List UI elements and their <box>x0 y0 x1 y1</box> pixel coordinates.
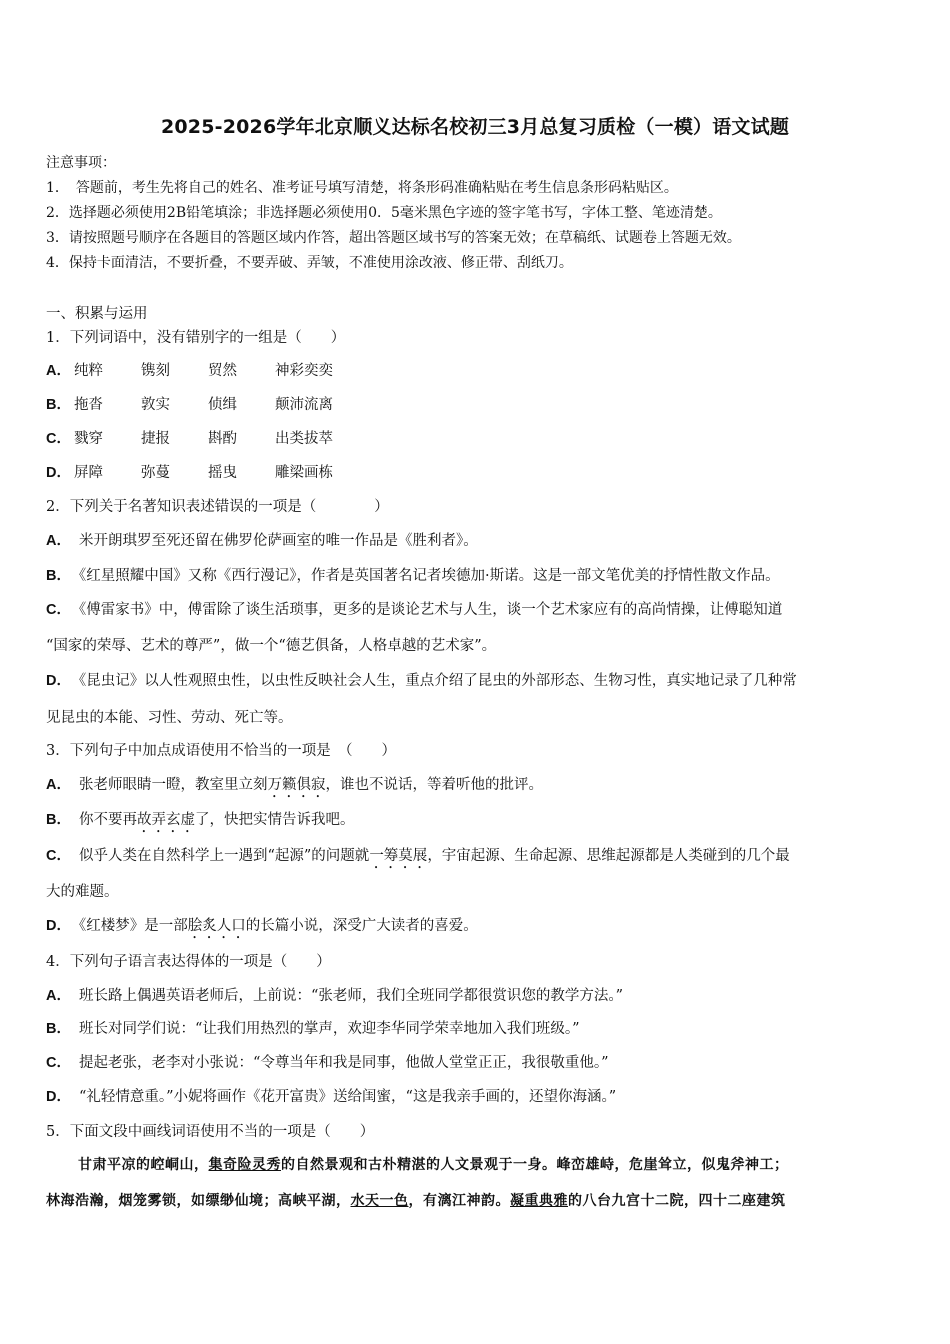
q3-option-c[interactable] <box>46 844 790 872</box>
option-label: A． <box>46 533 71 549</box>
text: 似乎人类在自然科学上一遇到“起源”的问题就 <box>78 848 370 864</box>
q1-option-d[interactable] <box>46 461 333 482</box>
q2-option-b[interactable] <box>46 564 780 585</box>
q3-option-c-cont: 大的难题。 <box>46 884 119 900</box>
option-label: C． <box>46 602 71 618</box>
dotted-idiom: 一筹莫展 <box>369 848 428 864</box>
word: 戮穿 <box>74 431 103 447</box>
q1-option-a[interactable] <box>46 359 333 380</box>
notice-item-4: 4．保持卡面清洁，不要折叠，不要弄破、弄皱，不准使用涂改液、修正带、刮纸刀。 <box>46 255 573 271</box>
option-label: B． <box>46 568 71 584</box>
question-4-stem: 4．下列句子语言表达得体的一项是（ ） <box>46 954 331 970</box>
text: ，宇宙起源、生命起源、思维起源都是人类碰到的几个最 <box>427 848 790 864</box>
option-text: 班长路上偶遇英语老师后，上前说：“张老师，我们全班同学都很赏识您的教学方法。” <box>78 988 624 1004</box>
q1-option-c[interactable] <box>46 427 333 448</box>
q1-option-b[interactable] <box>46 393 333 414</box>
option-label: A． <box>46 363 71 379</box>
dotted-idiom: 故弄玄虚 <box>136 812 195 828</box>
option-label: D． <box>46 918 71 934</box>
q4-option-c[interactable] <box>46 1051 609 1072</box>
word: 镌刻 <box>141 363 170 379</box>
text: 的自然景观和古朴精湛的人文景观于一身。峰峦雄峙，危崖耸立，似鬼斧神工； <box>281 1157 789 1173</box>
option-text: 《红星照耀中国》又称《西行漫记》，作者是英国著名记者埃德加·斯诺。这是一部文笔优美的抒情性散文作品。 <box>78 568 780 584</box>
option-label: C． <box>46 848 71 864</box>
word: 出类拔萃 <box>275 431 333 447</box>
option-label: C． <box>46 431 71 447</box>
q3-option-a[interactable] <box>46 773 543 801</box>
option-text: 班长对同学们说：“让我们用热烈的掌声，欢迎李华同学荣幸地加入我们班级。” <box>78 1021 580 1037</box>
q4-option-b[interactable] <box>46 1017 580 1038</box>
text: ，有漓江神韵。 <box>408 1193 510 1209</box>
notice-item-1: 1． 答题前，考生先将自己的姓名、准考证号填写清楚，将条形码准确粘贴在考生信息条形码粘贴区。 <box>46 180 678 196</box>
q5-passage-line-2 <box>46 1190 786 1210</box>
word: 侦缉 <box>208 397 237 413</box>
text: 的长篇小说，深受广大读者的喜爱。 <box>245 918 478 934</box>
option-label: B． <box>46 1021 71 1037</box>
question-1-stem: 1．下列词语中，没有错别字的一组是（ ） <box>46 330 346 346</box>
text: 林海浩瀚，烟笼雾锁，如缥缈仙境；高峡平湖， <box>46 1193 351 1209</box>
word: 斟酌 <box>208 431 237 447</box>
q2-option-a[interactable] <box>46 529 478 550</box>
option-label: D． <box>46 673 71 689</box>
question-5-stem: 5．下面文段中画线词语使用不当的一项是（ ） <box>46 1124 375 1140</box>
option-label: D． <box>46 465 71 481</box>
option-text: 《昆虫记》以人性观照虫性，以虫性反映社会人生，重点介绍了昆虫的外部形态、生物习性，真实地记录了几种常 <box>78 673 797 689</box>
question-2-stem: 2．下列关于名著知识表述错误的一项是（ ） <box>46 499 389 515</box>
q2-option-d-cont: 见昆虫的本能、习性、劳动、死亡等。 <box>46 710 293 726</box>
word: 屏障 <box>74 465 103 481</box>
text: 了，快把实情告诉我吧。 <box>194 812 355 828</box>
option-label: A． <box>46 777 71 793</box>
option-label: B． <box>46 397 71 413</box>
q2-option-d[interactable] <box>46 669 797 690</box>
q2-option-c-cont: “国家的荣辱、艺术的尊严”，做一个“德艺俱备，人格卓越的艺术家”。 <box>46 638 497 654</box>
text: 甘肃平凉的崆峒山， <box>78 1157 209 1173</box>
dotted-idiom: 万籁俱寂 <box>267 777 326 793</box>
text: 《红楼梦》是一部 <box>78 918 188 934</box>
word: 颠沛流离 <box>275 397 333 413</box>
option-label: C． <box>46 1055 71 1071</box>
word: 敦实 <box>141 397 170 413</box>
word: 神彩奕奕 <box>275 363 333 379</box>
text: 张老师眼睛一瞪，教室里立刻 <box>78 777 268 793</box>
text: 的八台九宫十二院，四十二座建筑 <box>568 1193 786 1209</box>
q5-passage-line-1 <box>78 1154 789 1174</box>
q2-option-c[interactable] <box>46 598 782 619</box>
question-3-stem: 3．下列句子中加点成语使用不恰当的一项是 （ ） <box>46 743 396 759</box>
word: 拖沓 <box>74 397 103 413</box>
underlined-phrase: 水天一色 <box>350 1193 409 1209</box>
underlined-phrase: 凝重典雅 <box>510 1193 568 1209</box>
word: 捷报 <box>141 431 170 447</box>
word: 纯粹 <box>74 363 103 379</box>
option-text: 米开朗琪罗至死还留在佛罗伦萨画室的唯一作品是《胜利者》。 <box>78 533 478 549</box>
dotted-idiom: 脍炙人口 <box>187 918 246 934</box>
q3-option-d[interactable] <box>46 914 478 942</box>
page-title: 2025-2026学年北京顺义达标名校初三3月总复习质检（一模）语文试题 <box>160 116 790 138</box>
option-text: 《傅雷家书》中，傅雷除了谈生活琐事，更多的是谈论艺术与人生，谈一个艺术家应有的高尚情操，让傅聪知道 <box>78 602 783 618</box>
option-label: A． <box>46 988 71 1004</box>
word: 贸然 <box>208 363 237 379</box>
q4-option-d[interactable] <box>46 1085 616 1106</box>
text: 你不要再 <box>78 812 137 828</box>
option-label: B． <box>46 812 71 828</box>
q3-option-b[interactable] <box>46 808 354 836</box>
option-text: “礼轻情意重。”小妮将画作《花开富贵》送给闺蜜，“这是我亲手画的，还望你海涵。” <box>78 1089 617 1105</box>
notice-item-3: 3．请按照题号顺序在各题目的答题区域内作答，超出答题区域书写的答案无效；在草稿纸、试题卷上答题无效。 <box>46 230 741 246</box>
word: 摇曳 <box>208 465 237 481</box>
underlined-phrase: 集奇险灵秀 <box>208 1157 281 1173</box>
word: 弥蔓 <box>141 465 170 481</box>
text: ，谁也不说话，等着听他的批评。 <box>325 777 543 793</box>
word: 雕梁画栋 <box>275 465 333 481</box>
notice-heading: 注意事项： <box>46 155 116 171</box>
option-text: 提起老张，老李对小张说：“令尊当年和我是同事，他做人堂堂正正，我很敬重他。” <box>78 1055 609 1071</box>
option-label: D． <box>46 1089 71 1105</box>
notice-item-2: 2．选择题必须使用2B铅笔填涂；非选择题必须使用0．5毫米黑色字迹的签字笔书写，字体工整、笔迹清楚。 <box>46 205 722 221</box>
q4-option-a[interactable] <box>46 984 623 1005</box>
section-heading: 一、积累与运用 <box>46 306 148 322</box>
